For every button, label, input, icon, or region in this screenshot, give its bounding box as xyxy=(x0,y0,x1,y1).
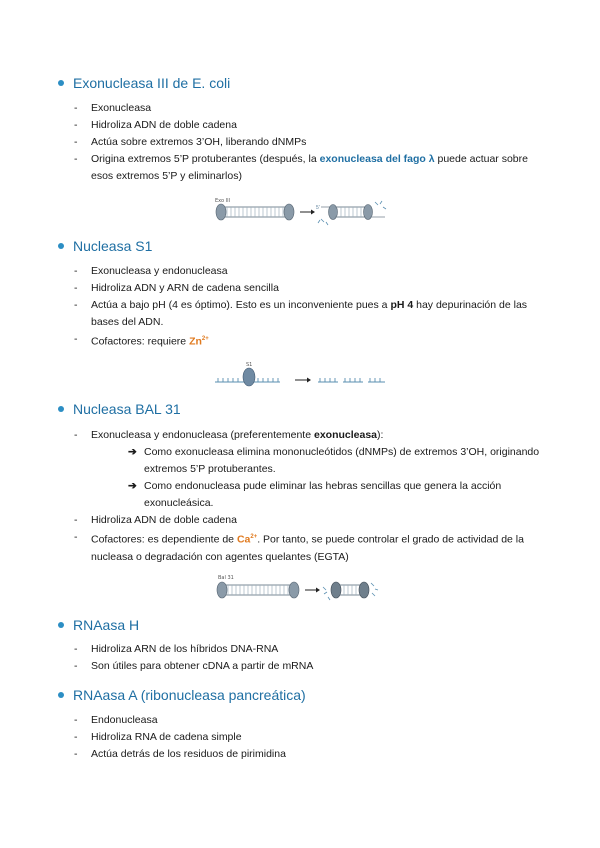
dash-marker: - xyxy=(74,282,78,294)
dna-double-strand xyxy=(223,207,287,217)
s1-diagram xyxy=(210,360,390,390)
dash-marker: - xyxy=(74,531,78,543)
dash-marker: - xyxy=(74,102,78,114)
bullet-icon xyxy=(58,622,64,628)
arrow-icon xyxy=(300,210,315,215)
dash-marker: - xyxy=(74,299,78,311)
arrow-bullet-icon: ➔ xyxy=(128,446,137,458)
bold-exonucleasa: exonucleasa xyxy=(313,429,378,441)
dash-marker: - xyxy=(74,265,78,277)
released-nucleotides xyxy=(318,201,386,225)
enzyme-blob xyxy=(217,582,227,598)
highlight-ca: Ca xyxy=(236,533,251,546)
bullet-icon xyxy=(58,692,64,698)
highlight-fago-lambda: exonucleasa del fago λ xyxy=(319,153,435,165)
dash-marker: - xyxy=(74,153,78,165)
enzyme-blob xyxy=(243,368,255,386)
figure-label-exo-iii: Exo III xyxy=(215,198,231,204)
arrow-icon xyxy=(295,378,311,383)
arrow-bullet-icon: ➔ xyxy=(128,480,137,492)
bullet-icon xyxy=(58,243,64,249)
dash-marker: - xyxy=(74,333,78,345)
cleaved-fragments xyxy=(318,378,385,382)
dash-marker: - xyxy=(74,514,78,526)
bullet-icon xyxy=(58,406,64,412)
figure-label-bal31: Bal 31 xyxy=(218,575,234,581)
figure-label-s1: S1 xyxy=(246,362,253,368)
dash-marker: - xyxy=(74,714,78,726)
highlight-zn: Zn xyxy=(189,335,202,348)
enzyme-blob xyxy=(216,204,226,220)
bold-ph4: pH 4 xyxy=(390,299,414,311)
dash-marker: - xyxy=(74,643,78,655)
arrow-icon xyxy=(305,588,320,593)
enzyme-blob xyxy=(331,582,341,598)
svg-text:5': 5' xyxy=(316,205,320,211)
enzyme-blob xyxy=(284,204,294,220)
dash-marker: - xyxy=(74,660,78,672)
bullet-icon xyxy=(58,80,64,86)
bal31-diagram xyxy=(210,573,380,605)
enzyme-blob xyxy=(289,582,299,598)
dash-marker: - xyxy=(74,731,78,743)
dash-marker: - xyxy=(74,119,78,131)
exo-iii-diagram xyxy=(205,195,400,227)
enzyme-blob xyxy=(359,582,369,598)
dash-marker: - xyxy=(74,748,78,760)
dash-marker: - xyxy=(74,429,78,441)
dash-marker: - xyxy=(74,136,78,148)
